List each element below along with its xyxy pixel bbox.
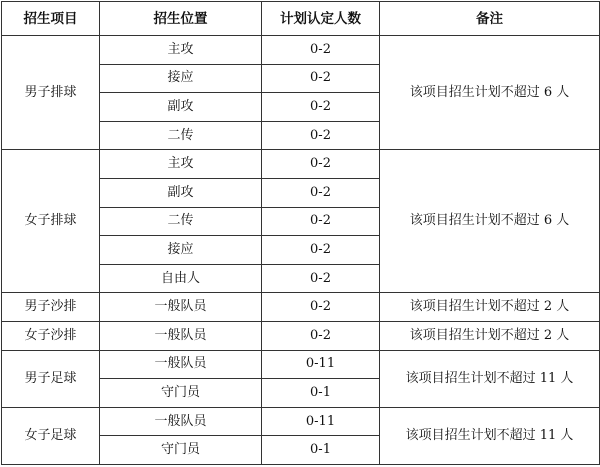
position-cell: 一般队员 — [100, 407, 262, 436]
note-cell: 该项目招生计划不超过 2 人 — [380, 293, 600, 322]
count-cell: 0-2 — [262, 36, 380, 65]
count-cell: 0-1 — [262, 436, 380, 465]
table-row — [2, 150, 600, 179]
count-cell: 0-2 — [262, 121, 380, 150]
header-planned-count: 计划认定人数 — [262, 2, 380, 36]
position-cell: 二传 — [100, 207, 262, 236]
header-position: 招生位置 — [100, 2, 262, 36]
project-cell: 女子足球 — [2, 407, 100, 464]
count-cell: 0-2 — [262, 150, 380, 179]
position-cell: 一般队员 — [100, 293, 262, 322]
project-cell: 男子足球 — [2, 350, 100, 407]
header-project: 招生项目 — [2, 2, 100, 36]
count-cell: 0-1 — [262, 379, 380, 408]
position-cell: 主攻 — [100, 36, 262, 65]
count-cell: 0-2 — [262, 321, 380, 350]
position-cell: 主攻 — [100, 150, 262, 179]
project-cell: 女子沙排 — [2, 321, 100, 350]
header-note: 备注 — [380, 2, 600, 36]
count-cell: 0-2 — [262, 93, 380, 122]
position-cell: 守门员 — [100, 436, 262, 465]
table-row — [2, 350, 600, 379]
position-cell: 一般队员 — [100, 321, 262, 350]
position-cell: 接应 — [100, 236, 262, 265]
count-cell: 0-2 — [262, 207, 380, 236]
position-cell: 副攻 — [100, 178, 262, 207]
count-cell: 0-2 — [262, 293, 380, 322]
position-cell: 接应 — [100, 64, 262, 93]
position-cell: 守门员 — [100, 379, 262, 408]
count-cell: 0-2 — [262, 236, 380, 265]
note-cell: 该项目招生计划不超过 6 人 — [380, 150, 600, 293]
project-cell: 女子排球 — [2, 150, 100, 293]
count-cell: 0-2 — [262, 178, 380, 207]
count-cell: 0-11 — [262, 350, 380, 379]
admission-plan-table — [1, 1, 600, 465]
table-row — [2, 36, 600, 65]
position-cell: 二传 — [100, 121, 262, 150]
table-row — [2, 407, 600, 436]
position-cell: 一般队员 — [100, 350, 262, 379]
note-cell: 该项目招生计划不超过 6 人 — [380, 36, 600, 150]
project-cell: 男子沙排 — [2, 293, 100, 322]
count-cell: 0-2 — [262, 64, 380, 93]
project-cell: 男子排球 — [2, 36, 100, 150]
table-row — [2, 293, 600, 322]
note-cell: 该项目招生计划不超过 11 人 — [380, 407, 600, 464]
position-cell: 自由人 — [100, 264, 262, 293]
note-cell: 该项目招生计划不超过 2 人 — [380, 321, 600, 350]
position-cell: 副攻 — [100, 93, 262, 122]
count-cell: 0-2 — [262, 264, 380, 293]
header-row — [2, 2, 600, 36]
count-cell: 0-11 — [262, 407, 380, 436]
table-row — [2, 321, 600, 350]
table-body — [2, 36, 600, 465]
note-cell: 该项目招生计划不超过 11 人 — [380, 350, 600, 407]
